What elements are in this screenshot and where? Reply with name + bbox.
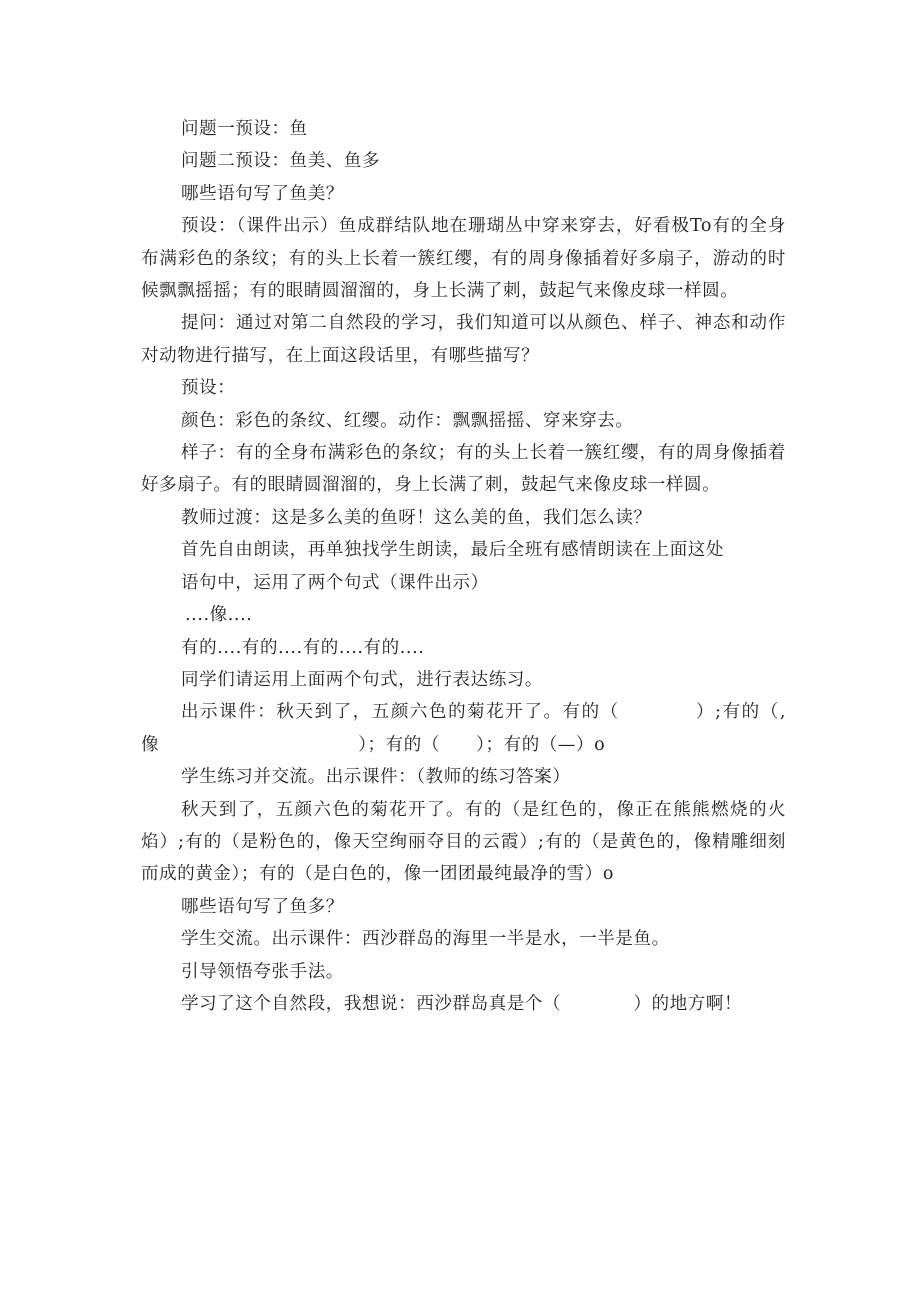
- paragraph-preset-courseware: 预设：（课件出示）鱼成群结队地在珊瑚丛中穿来穿去，好看极To有的全身布满彩色的条纹；有的头上长着一簇红缨，有的周身像插着好多扇子，游动的时候飘飘摇摇；有的眼睛圆溜溜的，身上长满了刺，鼓起气来像皮球一样圆。: [141, 216, 786, 302]
- line-pattern-like: ....像....: [185, 605, 253, 626]
- line-which-sentences-fish-beauty: 哪些语句写了鱼美？: [181, 183, 344, 204]
- line-color-action: 颜色：彩色的条纹、红缨。动作：飘飘摇摇、穿来穿去。: [181, 410, 634, 431]
- line-two-sentence-patterns: 语句中，运用了两个句式（课件出示）: [181, 572, 489, 593]
- paragraph-courseware-autumn: 出示课件：秋天到了，五颜六色的菊花开了。有的（ ）;有的（,像 ）；有的（ ）；有的（—）o: [141, 702, 786, 755]
- line-reading-method: 首先自由朗读，再单独找学生朗读，最后全班有感情朗读在上面这处: [181, 540, 724, 561]
- document-body: [141, 113, 786, 1020]
- paragraph-question-description: 提问：通过对第二自然段的学习，我们知道可以从颜色、样子、神态和动作对动物进行描写，在上面这段话里，有哪些描写？: [141, 313, 786, 366]
- line-teacher-transition: 教师过渡：这是多么美的鱼呀！这么美的鱼，我们怎么读？: [181, 507, 652, 528]
- line-question-one-preset: 问题一预设：鱼: [181, 119, 308, 139]
- line-student-exchange: 学生交流。出示课件：西沙群岛的海里一半是水，一半是鱼。: [181, 929, 670, 950]
- line-exaggeration: 引导领悟夸张手法。: [181, 961, 344, 982]
- line-question-two-preset: 问题二预设：鱼美、鱼多: [181, 151, 381, 172]
- line-which-sentences-fish-many: 哪些语句写了鱼多？: [181, 896, 344, 917]
- paragraph-appearance: 样子：有的全身布满彩色的条纹；有的头上长着一簇红缨，有的周身像插着好多扇子。有的眼睛圆溜溜的，身上长满了刺，鼓起气来像皮球一样圆。: [141, 443, 786, 496]
- paragraph-conclusion: 学习了这个自然段，我想说：西沙群岛真是个（ ）的地方啊！: [181, 993, 743, 1014]
- line-student-practice: 学生练习并交流。出示课件：（教师的练习答案）: [181, 767, 571, 788]
- paragraph-autumn-answer: 秋天到了，五颜六色的菊花开了。有的（是红色的，像正在熊熊燃烧的火焰）;有的（是粉色的，像天空绚丽夺目的云霞）;有的（是黄色的，像精雕细刻而成的黄金）；有的（是白色的，像一团团最纯最净的雪）o: [141, 799, 786, 885]
- line-expression-practice: 同学们请运用上面两个句式，进行表达练习。: [181, 669, 543, 690]
- line-preset-label: 预设：: [181, 378, 236, 399]
- line-pattern-some: 有的....有的....有的....有的....: [181, 637, 425, 658]
